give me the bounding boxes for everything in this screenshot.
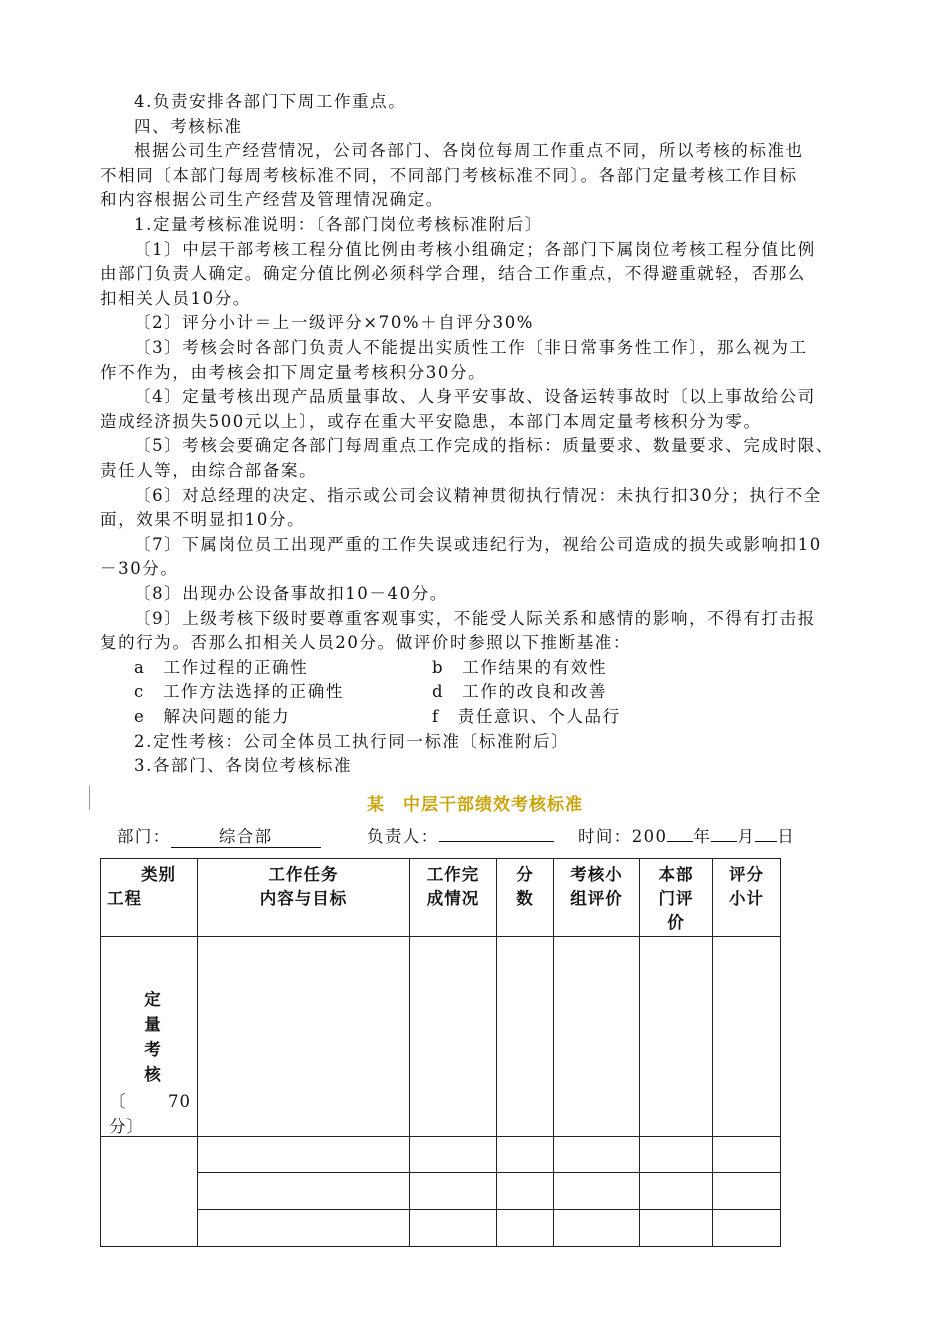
table-cell[interactable] (640, 1210, 713, 1247)
table-cell[interactable] (410, 1173, 497, 1210)
table-row (101, 1210, 781, 1247)
assessment-table (100, 858, 781, 1247)
category-quantitative: 定 量 考 核 〔 70 分〕 (101, 937, 198, 1137)
header-category: 类别 工程 (101, 859, 198, 937)
year-unit: 年 (693, 827, 712, 846)
table-cell[interactable] (497, 937, 554, 1137)
table-cell[interactable] (554, 1137, 640, 1173)
header-dept-eval: 本部 门评 价 (640, 859, 713, 937)
table-cell[interactable] (713, 937, 781, 1137)
text-line: 由部门负责人确定。确定分值比例必须科学合理，结合工作重点，不得避重就轻，否那么 (100, 264, 806, 284)
text-line: 四、考核标准 (134, 116, 243, 136)
text-line: 3.各部门、各岗位考核标准 (134, 756, 353, 776)
table-cell[interactable] (410, 1210, 497, 1247)
text-line: 不相同〔本部门每周考核标准不同，不同部门考核标准不同〕。各部门定量考核工作目标 (100, 165, 798, 185)
table-cell[interactable] (198, 937, 410, 1137)
table-cell[interactable] (497, 1173, 554, 1210)
table-cell[interactable] (198, 1137, 410, 1173)
table-cell[interactable] (410, 937, 497, 1137)
category-points: 〔 70 分〕 (109, 1092, 191, 1136)
text-line: 〔1〕中层干部考核工程分值比例由考核小组确定；各部门下属岗位考核工程分值比例 (134, 239, 816, 259)
table-cell[interactable] (198, 1210, 410, 1247)
criteria-item: f 责任意识、个人品行 (432, 707, 621, 726)
time-field (578, 825, 795, 849)
time-label: 时间： (578, 827, 632, 846)
table-cell[interactable] (198, 1173, 410, 1210)
text-line: 造成经济损失500元以上〕，或存在重大平安隐患，本部门本周定量考核积分为零。 (100, 411, 762, 431)
text-line: 〔3〕考核会时各部门负责人不能提出实质性工作〔非日常事务性工作〕，那么视为工 (134, 338, 808, 357)
month-unit: 月 (737, 827, 756, 846)
owner-label: 负责人： (367, 827, 439, 846)
dept-label: 部门： (117, 827, 171, 846)
table-cell[interactable] (554, 1173, 640, 1210)
table-cell[interactable] (713, 1173, 781, 1210)
table-cell[interactable] (713, 1137, 781, 1173)
day-unit: 日 (777, 827, 796, 846)
month-blank (711, 841, 737, 842)
header-group-eval: 考核小 组评价 (554, 859, 640, 937)
table-cell[interactable] (713, 1210, 781, 1247)
text-line: 扣相关人员10分。 (100, 288, 251, 308)
text-line: 面，效果不明显扣10分。 (100, 510, 306, 530)
category-empty (101, 1137, 198, 1247)
table-row (101, 1137, 781, 1173)
text-line: －30分。 (100, 559, 179, 579)
header-completion: 工作完 成情况 (410, 859, 497, 937)
table-cell[interactable] (410, 1137, 497, 1173)
header-score: 分 数 (497, 859, 554, 937)
table-cell[interactable] (554, 1210, 640, 1247)
table-cell[interactable] (640, 937, 713, 1137)
text-line: 根据公司生产经营情况，公司各部门、各岗位每周工作重点不同，所以考核的标准也 (134, 141, 804, 161)
table-row-quantitative (101, 937, 781, 1137)
table-row (101, 1173, 781, 1210)
text-line: 作不作为，由考核会扣下周定量考核积分30分。 (100, 362, 487, 382)
form-title: 某 中层干部绩效考核标准 (367, 795, 583, 815)
day-blank (755, 841, 777, 842)
text-line: 1.定量考核标准说明：〔各部门岗位考核标准附后〕 (134, 215, 543, 234)
text-line: 〔9〕上级考核下级时要尊重客观事实，不能受人际关系和感情的影响，不得有打击报 (134, 608, 816, 628)
time-year: 200 (631, 827, 668, 846)
text-line: 〔8〕出现办公设备事故扣10－40分。 (134, 584, 448, 603)
text-line: 〔2〕评分小计＝上一级评分×70%＋自评分30% (134, 313, 535, 333)
owner-field (367, 825, 554, 849)
text-line: 〔4〕定量考核出现产品质量事故、人身平安事故、设备运转事故时〔以上事故给公司 (134, 387, 816, 407)
table-cell[interactable] (640, 1173, 713, 1210)
table-cell[interactable] (554, 937, 640, 1137)
criteria-item: d 工作的改良和改善 (432, 682, 608, 702)
text-line: 责任人等，由综合部备案。 (100, 461, 318, 480)
table-cell[interactable] (640, 1137, 713, 1173)
text-line: 复的行为。否那么扣相关人员20分。做评价时参照以下推断基准： (100, 633, 631, 653)
text-line: 〔7〕下属岗位员工出现严重的工作失误或违纪行为，视给公司造成的损失或影响扣10 (134, 534, 822, 554)
table-cell[interactable] (497, 1210, 554, 1247)
text-line: 〔6〕对总经理的决定、指示或公司会议精神贯彻执行情况：未执行扣30分；执行不全 (134, 485, 822, 505)
year-blank (667, 841, 693, 842)
text-line: 4.负责安排各部门下周工作重点。 (134, 92, 407, 111)
header-task: 工作任务 内容与目标 (198, 859, 410, 937)
header-subtotal: 评分 小计 (713, 859, 781, 937)
text-line: 和内容根据公司生产经营及管理情况确定。 (100, 190, 444, 210)
dept-field (117, 825, 321, 849)
criteria-item: e 解决问题的能力 (134, 707, 291, 726)
criteria-item: c 工作方法选择的正确性 (134, 682, 344, 702)
criteria-item: a 工作过程的正确性 (134, 657, 309, 677)
criteria-item: b 工作结果的有效性 (432, 657, 608, 677)
table-header-row (101, 859, 781, 937)
text-line: 〔5〕考核会要确定各部门每周重点工作完成的指标：质量要求、数量要求、完成时限、 (134, 436, 834, 456)
dept-value: 综合部 (171, 827, 321, 848)
table-cell[interactable] (497, 1137, 554, 1173)
text-line: 2.定性考核：公司全体员工执行同一标准〔标准附后〕 (134, 731, 570, 751)
owner-value (439, 841, 554, 842)
